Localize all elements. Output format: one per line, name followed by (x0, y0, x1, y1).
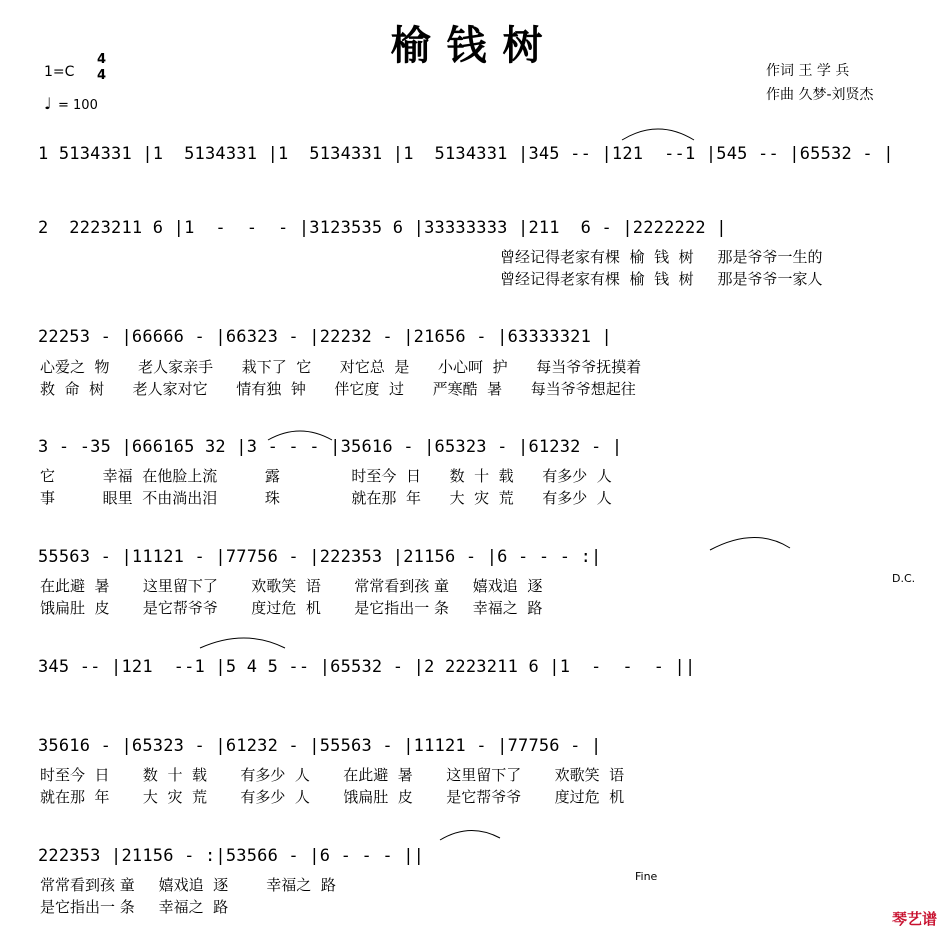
lyric-row-7-verse-2: 就在那 年 大 灾 荒 有多少 人 饿扁肚 皮 是它帮爷爷 度过危 机 (40, 788, 625, 806)
lyric-row-8-verse-1: 常常看到孩 童 嬉戏追 逐 幸福之 路 (40, 876, 336, 894)
lyric-row-8-verse-2: 是它指出一 条 幸福之 路 (40, 898, 229, 916)
lyricist-credit: 作词 王 学 兵 (766, 63, 850, 79)
notation-row-6: 345 -- |121 --1 |5 4 5 -- |65532 - |2 2223211 6 |1 - - - || (38, 657, 696, 677)
notation-row-1: 1 5134331 |1 5134331 |1 5134331 |1 5134331 |345 -- |121 --1 |545 -- |65532 - | (38, 144, 894, 164)
key-signature: 1=C (44, 64, 75, 80)
time-signature-top: 4 (97, 52, 107, 67)
slur (440, 830, 500, 840)
lyric-row-2-verse-1: 曾经记得老家有棵 榆 钱 树 那是爷爷一生的 (500, 248, 823, 266)
lyric-row-3-verse-2: 救 命 树 老人家对它 情有独 钟 伴它度 过 严寒酷 暑 每当爷爷想起往 (40, 380, 636, 398)
notation-row-5: 55563 - |11121 - |77756 - |222353 |21156 - |6 - - - :| (38, 547, 602, 567)
composer-credit: 作曲 久梦-刘贤杰 (766, 87, 874, 103)
tempo: = 100 (58, 98, 98, 113)
song-title: 榆钱树 (390, 23, 559, 69)
lyric-row-4-verse-1: 它 幸福 在他脸上流 露 时至今 日 数 十 载 有多少 人 (40, 467, 612, 485)
time-signature-bottom: 4 (97, 68, 107, 83)
lyric-row-4-verse-2: 事 眼里 不由淌出泪 珠 就在那 年 大 灾 荒 有多少 人 (40, 489, 612, 507)
slur (622, 129, 694, 140)
lyric-row-3-verse-1: 心爱之 物 老人家亲手 栽下了 它 对它总 是 小心呵 护 每当爷爷抚摸着 (40, 358, 642, 376)
da-capo-mark: D.C. (892, 572, 916, 585)
logo: 琴艺谱 (891, 910, 937, 928)
slur (200, 638, 285, 648)
fine-mark: Fine (635, 870, 658, 883)
notation-row-8: 222353 |21156 - :|53566 - |6 - - - || (38, 846, 425, 866)
notation-row-2: 2 2223211 6 |1 - - - |3123535 6 |33333333 |211 6 - |2222222 | (38, 218, 727, 238)
lyric-row-7-verse-1: 时至今 日 数 十 载 有多少 人 在此避 暑 这里留下了 欢歌笑 语 (40, 766, 625, 784)
notation-row-4: 3 - -35 |666165 32 |3 - - - |35616 - |65323 - |61232 - | (38, 437, 623, 457)
slur (268, 431, 332, 440)
slur (710, 537, 790, 550)
notation-row-7: 35616 - |65323 - |61232 - |55563 - |11121 - |77756 - | (38, 736, 602, 756)
lyric-row-5-verse-1: 在此避 暑 这里留下了 欢歌笑 语 常常看到孩 童 嬉戏追 逐 (40, 577, 543, 595)
lyric-row-2-verse-2: 曾经记得老家有棵 榆 钱 树 那是爷爷一家人 (500, 270, 823, 288)
notation-row-3: 22253 - |66666 - |66323 - |22232 - |21656 - |63333321 | (38, 327, 612, 347)
quarter-note-icon: ♩ (44, 94, 52, 113)
lyric-row-5-verse-2: 饿扁肚 皮 是它帮爷爷 度过危 机 是它指出一 条 幸福之 路 (40, 599, 543, 617)
